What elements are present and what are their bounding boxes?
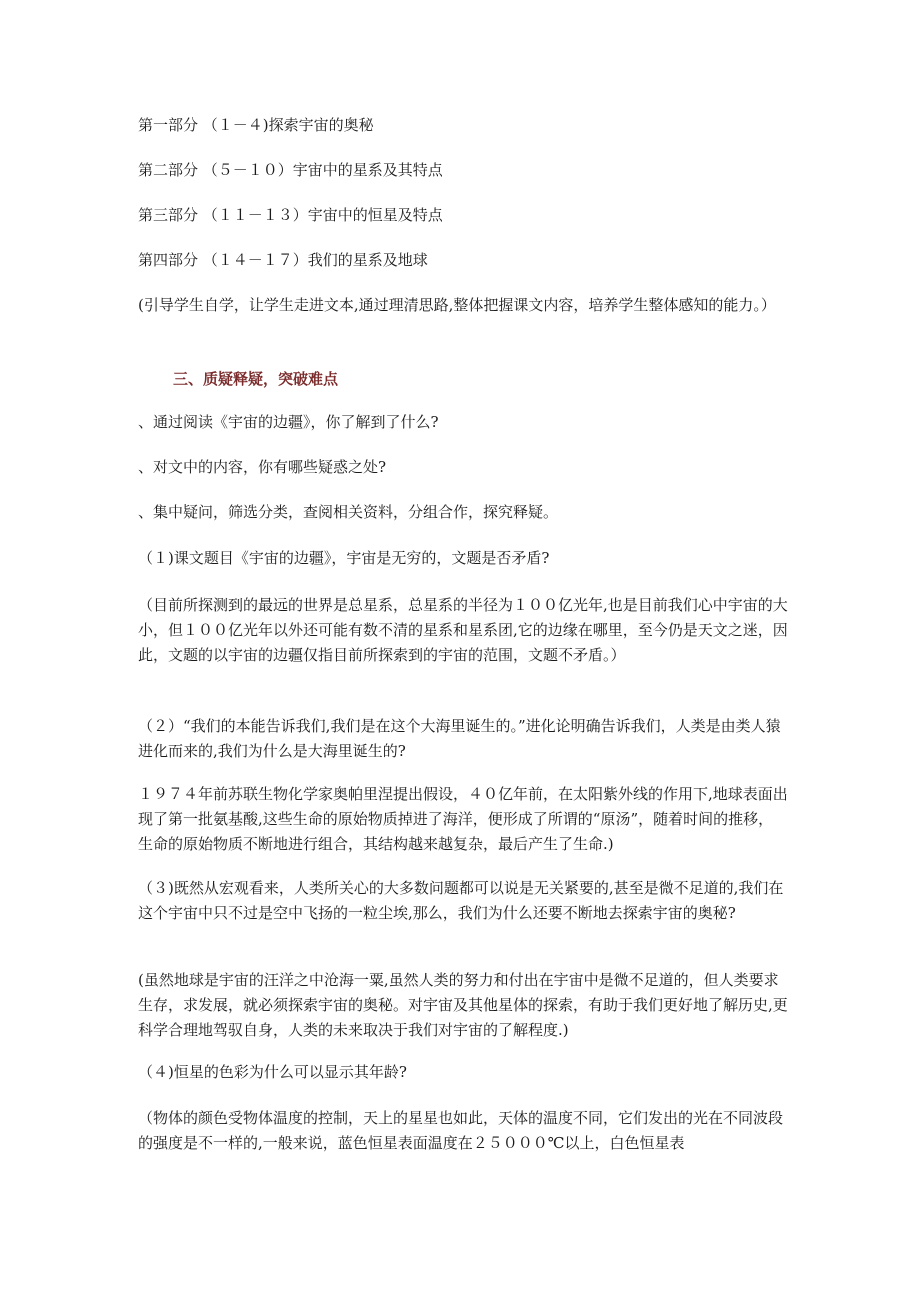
step-3: 、集中疑问，筛选分类，查阅相关资料，分组合作，探究释疑。 — [138, 503, 559, 521]
answer-4: （物体的颜色受物体温度的控制，天上的星星也如此，天体的温度不同，它们发出的光在不同波段的强度是不一样的,一般来说，蓝色恒星表面温度在２５０００℃以上，白色恒星表 — [138, 1109, 784, 1152]
answer-3: (虽然地球是宇宙的汪洋之中沧海一粟,虽然人类的努力和付出在宇宙中是微不足道的，但人类要求生存，求发展，就必须探索宇宙的奥秘。对宇宙及其他星体的探索，有助于我们更好地了解历史,更科学合理地驾驭自身，人类的未来取决于我们对宇宙的了解程度.) — [138, 971, 788, 1039]
question-4: （４)恒星的色彩为什么可以显示其年龄? — [138, 1063, 407, 1081]
section-heading: 三、质疑释疑，突破难点 — [173, 370, 339, 388]
outline-part4: 第四部分 （１４－１７）我们的星系及地球 — [138, 251, 428, 269]
answer-2: １９７４年前苏联生物化学家奥帕里涅提出假设，４０亿年前，在太阳紫外线的作用下,地球表面出现了第一批氨基酸,这些生命的原始物质掉进了海洋，便形成了所谓的“原汤”，随着时间的推移，生命的原始物质不断地进行组合，其结构越来越复杂，最后产生了生命.) — [138, 785, 788, 853]
outline-note: (引导学生自学，让学生走进文本,通过理清思路,整体把握课文内容，培养学生整体感知的能力。） — [138, 296, 776, 314]
outline-part2: 第二部分 （５－１０）宇宙中的星系及其特点 — [138, 161, 443, 179]
question-2: （２）“我们的本能告诉我们,我们是在这个大海里诞生的。”进化论明确告诉我们，人类是由类人猿进化而来的,我们为什么是大海里诞生的? — [138, 717, 781, 760]
step-2: 、对文中的内容，你有哪些疑惑之处? — [138, 458, 387, 476]
outline-part1: 第一部分 （１－４)探索宇宙的奥秘 — [138, 116, 374, 134]
answer-1: （目前所探测到的最远的世界是总星系，总星系的半径为１００亿光年,也是目前我们心中宇宙的大小，但１００亿光年以外还可能有数不清的星系和星系团,它的边缘在哪里，至今仍是天文之迷，因此，文题的以宇宙的边疆仅指目前所探索到的宇宙的范围，文题不矛盾。） — [138, 596, 788, 664]
step-1: 、通过阅读《宇宙的边疆》，你了解到了什么? — [138, 413, 439, 431]
outline-part3: 第三部分 （１１－１３）宇宙中的恒星及特点 — [138, 206, 443, 224]
question-3: （３)既然从宏观看来，人类所关心的大多数问题都可以说是无关紧要的,甚至是微不足道的,我们在这个宇宙中只不过是空中飞扬的一粒尘埃,那么，我们为什么还要不断地去探索宇宙的奥秘? — [138, 879, 784, 922]
question-1: （１)课文题目《宇宙的边疆》，宇宙是无穷的，文题是否矛盾? — [138, 549, 550, 567]
